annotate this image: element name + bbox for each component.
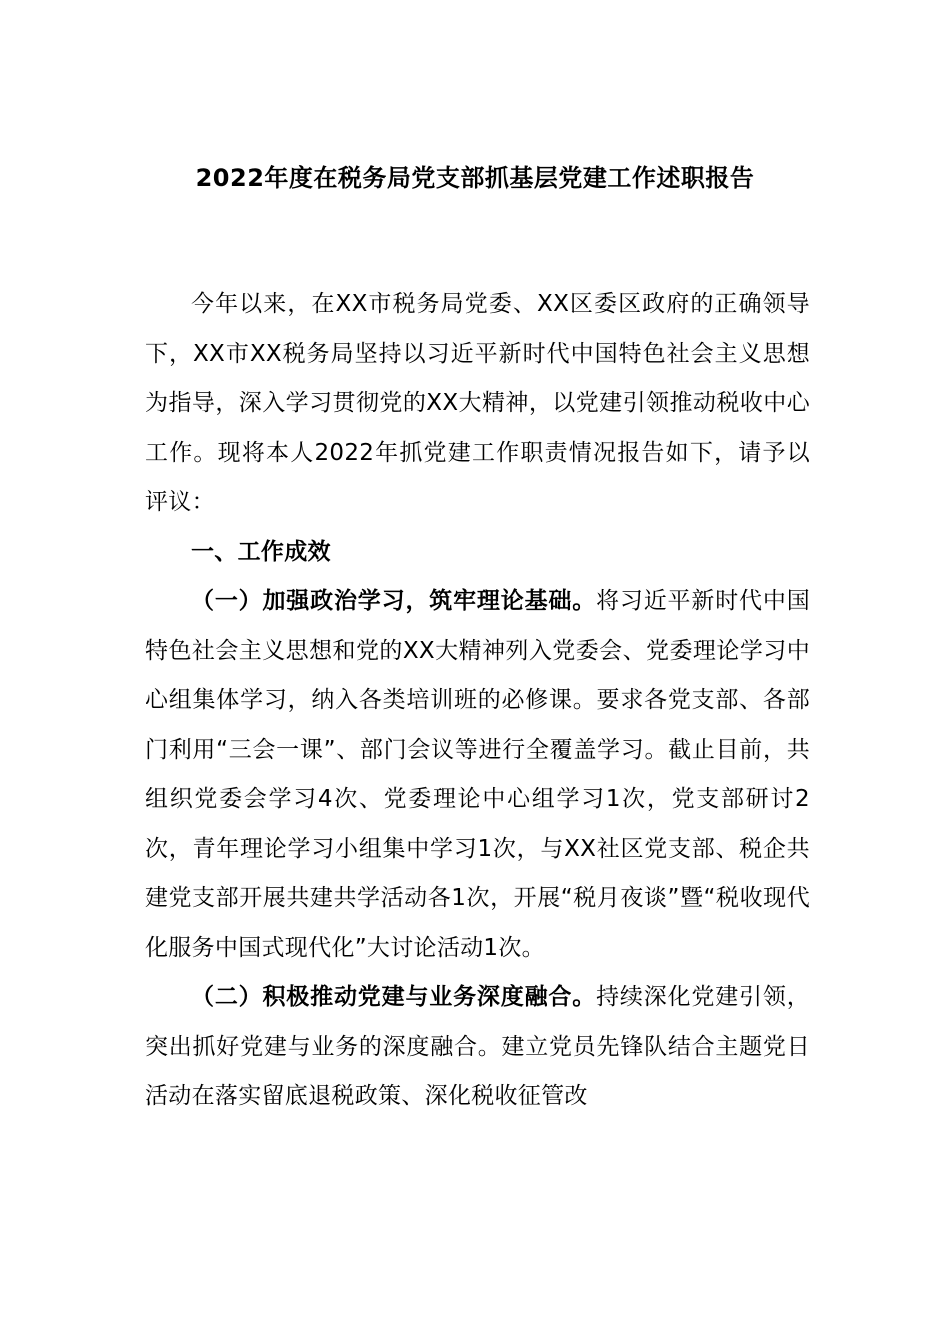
item-paragraph-2 <box>145 973 810 1122</box>
document-body <box>145 280 810 1122</box>
item-text-2: 持续深化党建引领，突出抓好党建与业务的深度融合。建立党员先锋队结合主题党日活动在落实留底退税政策、深化税收征管改 <box>145 984 810 1109</box>
item-lead-2: （二）积极推动党建与业务深度融合。 <box>191 984 597 1010</box>
item-text-1: 将习近平新时代中国特色社会主义思想和党的XX大精神列入党委会、党委理论学习中心组集体学习，纳入各类培训班的必修课。要求各党支部、各部门利用“三会一课”、部门会议等进行全覆盖学习。截止目前，共组织党委会学习4次、党委理论中心组学习1次，党支部研讨2次，青年理论学习小组集中学习1次，与XX社区党支部、税企共建党支部开展共建共学活动各1次，开展“税月夜谈”暨“税收现代化服务中国式现代化”大讨论活动1次。 <box>145 588 810 961</box>
document-title: 2022年度在税务局党支部抓基层党建工作述职报告 <box>195 164 755 192</box>
section-heading: 一、工作成效 <box>191 538 331 565</box>
intro-paragraph: 今年以来，在XX市税务局党委、XX区委区政府的正确领导下，XX市XX税务局坚持以习近平新时代中国特色社会主义思想为指导，深入学习贯彻党的XX大精神，以党建引领推动税收中心工作。现将本人2022年抓党建工作职责情况报告如下，请予以评议： <box>145 291 810 515</box>
item-paragraph-1 <box>145 577 810 973</box>
item-lead-1: （一）加强政治学习，筑牢理论基础。 <box>191 588 597 614</box>
